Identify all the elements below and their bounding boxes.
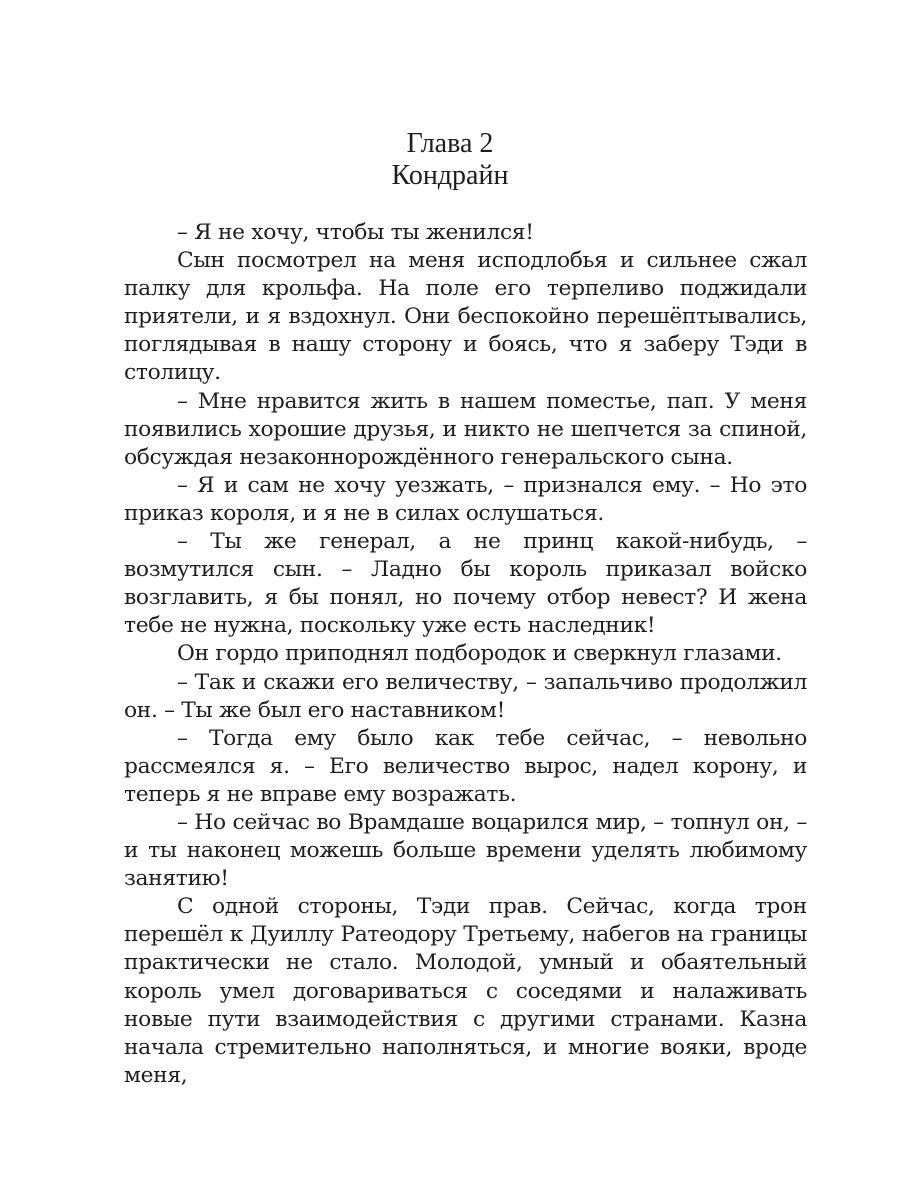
paragraph: – Тогда ему было как тебе сейчас, – невольно рассмеялся я. – Его величество вырос, надел корону, и теперь я не вправе ему возражать. bbox=[124, 725, 807, 807]
chapter-number: Глава 2 bbox=[406, 128, 494, 159]
paragraph: Сын посмотрел на меня исподлобья и сильнее сжал палку для крольфа. На поле его терпеливо поджидали приятели, и я вздохнул. Они беспокойно перешёптывались, поглядывая в нашу сторону и боясь, что я заберу Тэди в столицу. bbox=[124, 248, 807, 386]
paragraph: Он гордо приподнял подбородок и сверкнул глазами. bbox=[177, 641, 782, 667]
paragraph: – Я не хочу, чтобы ты женился! bbox=[177, 220, 534, 245]
chapter-title: Кондрайн bbox=[391, 160, 509, 191]
body-text bbox=[124, 219, 807, 1090]
paragraph: – Я и сам не хочу уезжать, – признался ему. – Но это приказ короля, и я не в силах ослушаться. bbox=[124, 472, 807, 526]
paragraph: С одной стороны, Тэди прав. Сейчас, когда трон перешёл к Дуиллу Ратеодору Третьему, набегов на границы практически не стало. Молодой, умный и обаятельный король умел договариваться с соседями и налаживать новые пути взаимодействия с другими странами. Казна начала стремительно наполняться, и многие вояки, вроде меня, bbox=[124, 894, 807, 1088]
paragraph: – Но сейчас во Врамдаше воцарился мир, – топнул он, – и ты наконец можешь больше времени уделять любимому занятию! bbox=[124, 809, 807, 892]
paragraph: – Так и скажи его величеству, – запальчиво продолжил он. – Ты же был его наставником! bbox=[124, 669, 807, 723]
chapter-heading bbox=[0, 128, 900, 192]
paragraph: – Мне нравится жить в нашем поместье, пап. У меня появились хорошие друзья, и никто не шепчется за спиной, обсуждая незаконнорождённого генеральского сына. bbox=[124, 388, 807, 470]
paragraph: – Ты же генерал, а не принц какой-нибудь, – возмутился сын. – Ладно бы король приказал войско возглавить, я бы понял, но почему отбор невест? И жена тебе не нужна, поскольку уже есть наследник! bbox=[124, 529, 807, 639]
